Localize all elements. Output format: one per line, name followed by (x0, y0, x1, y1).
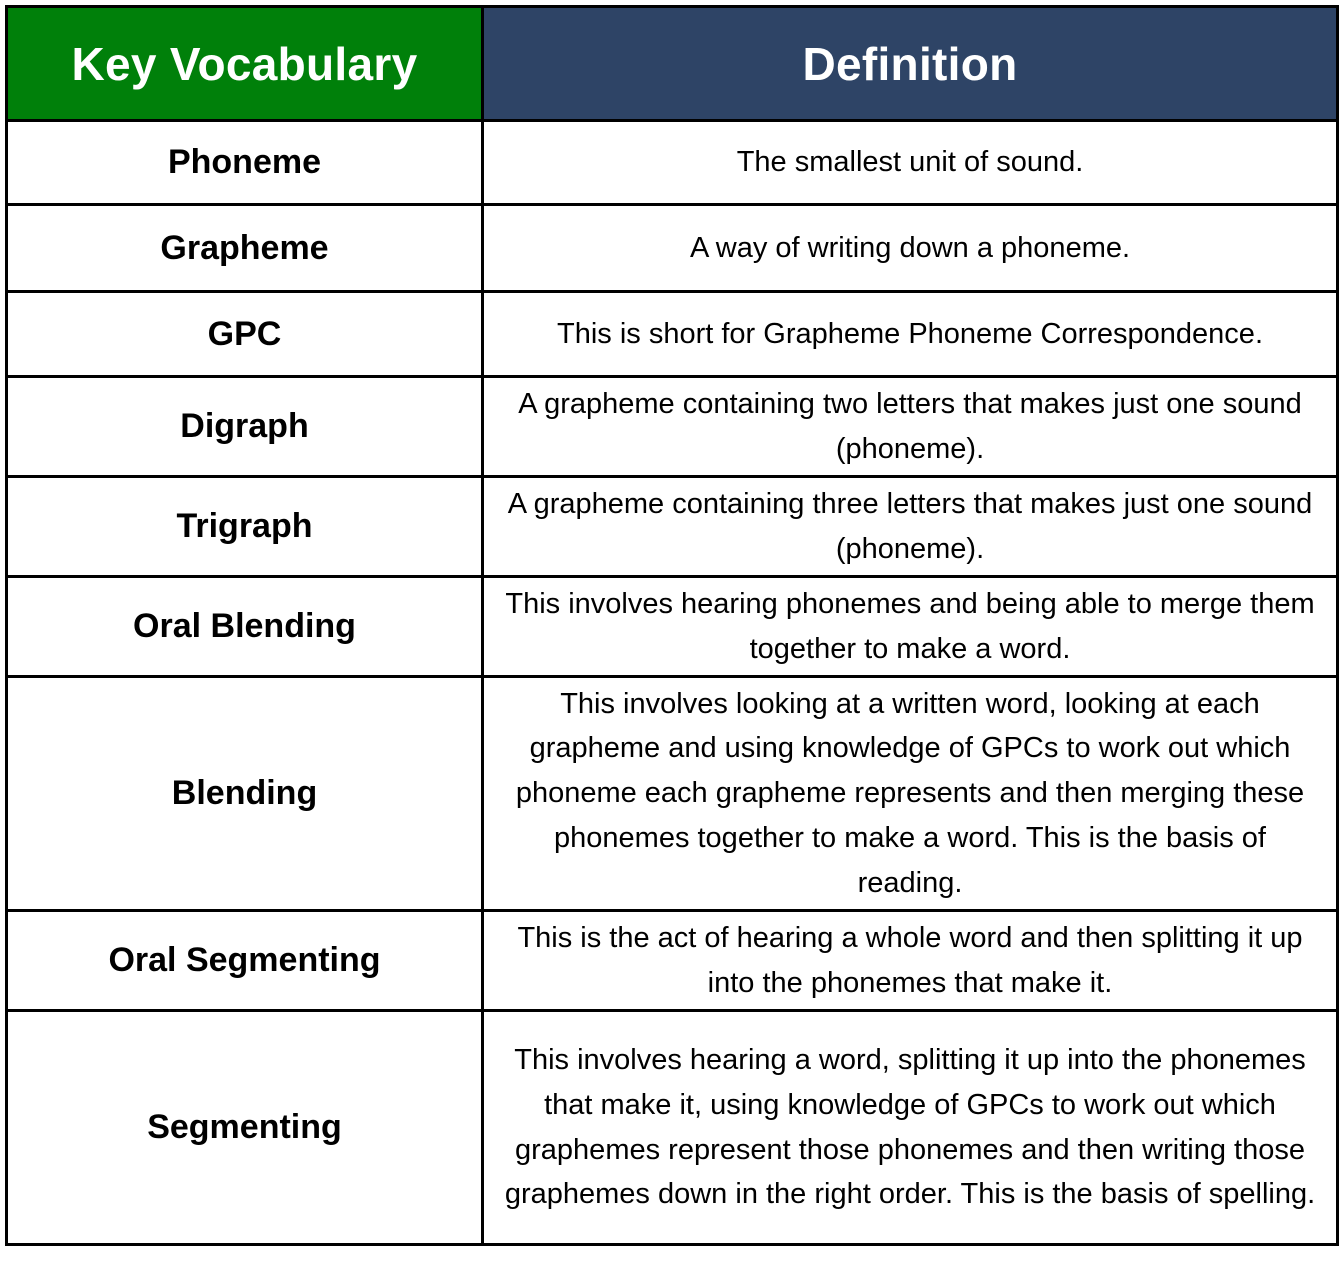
term-cell: Grapheme (7, 205, 483, 292)
definition-cell: This is the act of hearing a whole word and then splitting it up into the phonemes that make it. (483, 911, 1338, 1011)
table-row (7, 677, 1338, 911)
term-cell: Oral Blending (7, 577, 483, 677)
definition-cell: This involves looking at a written word, looking at each grapheme and using knowledge of GPCs to work out which phoneme each grapheme represents and then merging these phonemes together to make a word. This is the basis of reading. (483, 677, 1338, 911)
vocabulary-table (5, 5, 1339, 1246)
term-cell: Digraph (7, 377, 483, 477)
key-vocabulary-header: Key Vocabulary (7, 7, 483, 121)
term-cell: Trigraph (7, 477, 483, 577)
definition-cell: A way of writing down a phoneme. (483, 205, 1338, 292)
definition-cell: This involves hearing phonemes and being able to merge them together to make a word. (483, 577, 1338, 677)
table-row (7, 121, 1338, 205)
definition-cell: This is short for Grapheme Phoneme Correspondence. (483, 292, 1338, 377)
term-cell: GPC (7, 292, 483, 377)
header-row (7, 7, 1338, 121)
table-row (7, 477, 1338, 577)
definition-header: Definition (483, 7, 1338, 121)
definition-cell: The smallest unit of sound. (483, 121, 1338, 205)
definition-cell: A grapheme containing two letters that makes just one sound (phoneme). (483, 377, 1338, 477)
term-cell: Segmenting (7, 1011, 483, 1245)
term-cell: Oral Segmenting (7, 911, 483, 1011)
table-row (7, 577, 1338, 677)
table-row (7, 911, 1338, 1011)
table-row (7, 377, 1338, 477)
table-row (7, 292, 1338, 377)
term-cell: Blending (7, 677, 483, 911)
definition-cell: This involves hearing a word, splitting it up into the phonemes that make it, using knowledge of GPCs to work out which graphemes represent those phonemes and then writing those graphemes down in the right order. This is the basis of spelling. (483, 1011, 1338, 1245)
table-row (7, 1011, 1338, 1245)
definition-cell: A grapheme containing three letters that makes just one sound (phoneme). (483, 477, 1338, 577)
term-cell: Phoneme (7, 121, 483, 205)
table-row (7, 205, 1338, 292)
